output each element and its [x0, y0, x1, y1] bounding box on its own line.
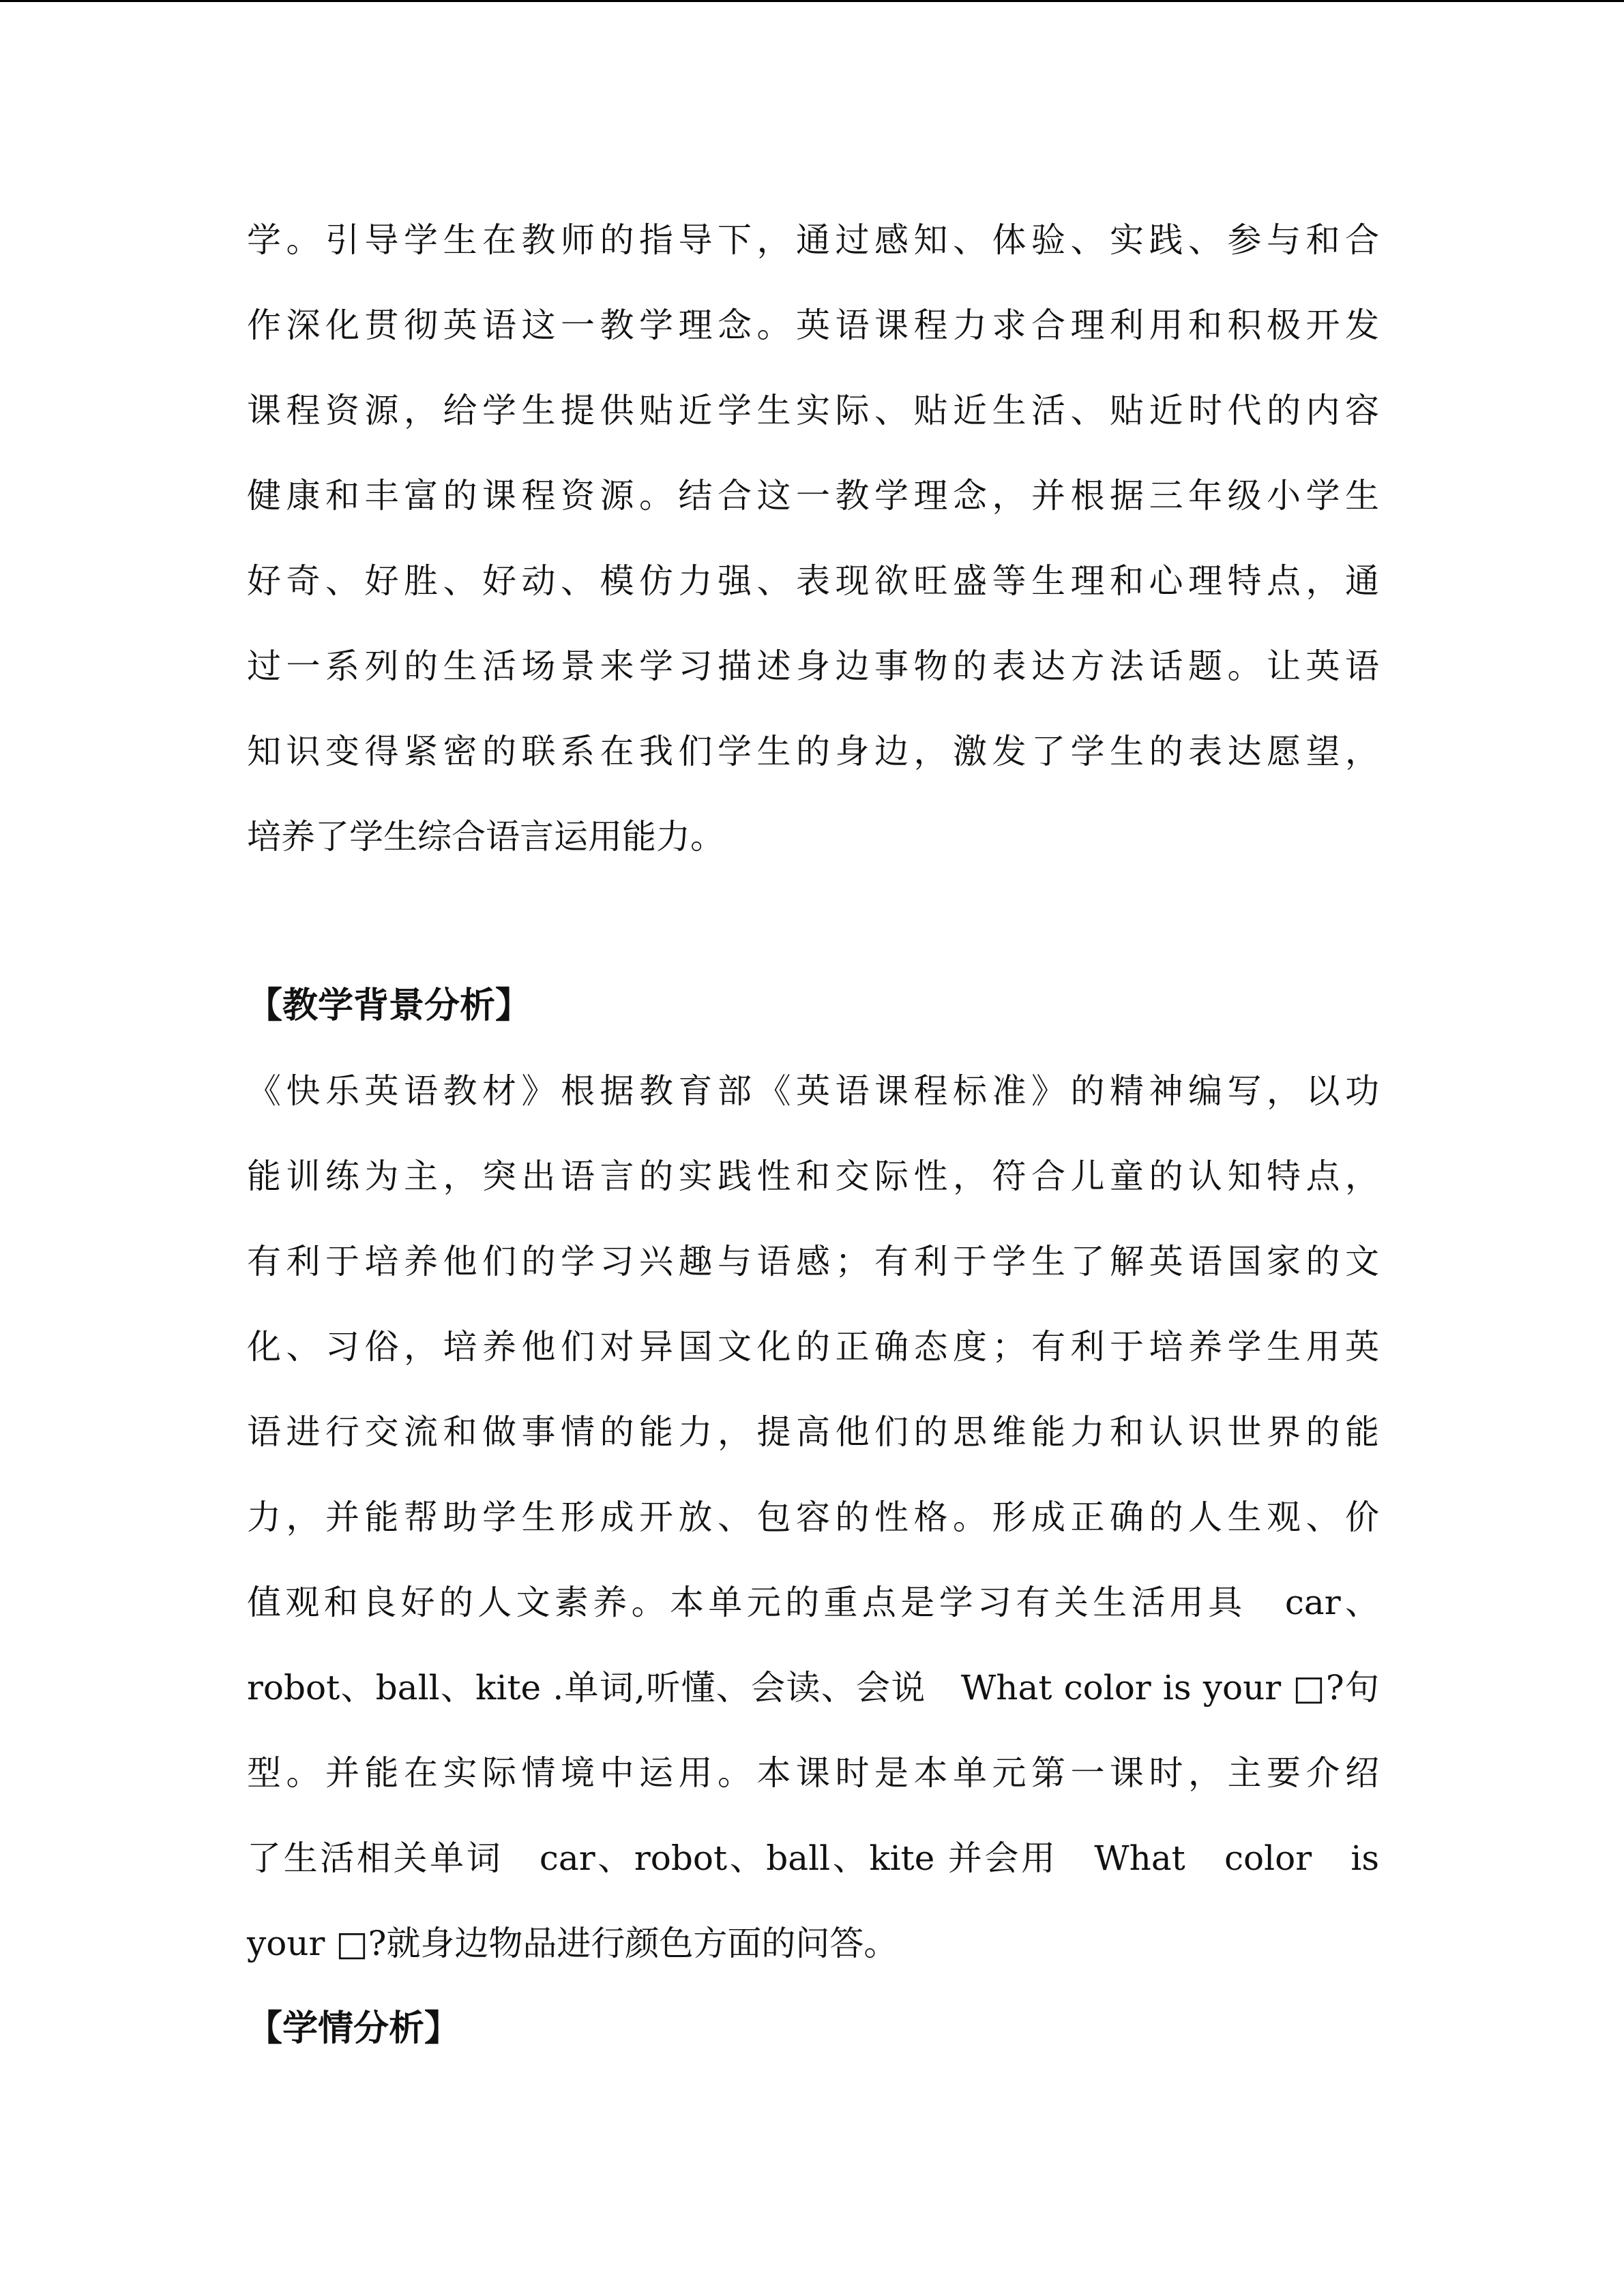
paragraph-1-line-7: 知识变得紧密的联系在我们学生的身边，激发了学生的表达愿望，: [247, 732, 1379, 771]
paragraph-2-line-3: 有利于培养他们的学习兴趣与语感；有利于学生了解英语国家的文: [247, 1242, 1379, 1281]
paragraph-2-line-10: 了生活相关单词 car、robot、ball、kite 并会用 What color is: [247, 1838, 1379, 1878]
paragraph-2-line-6: 力，并能帮助学生形成开放、包容的性格。形成正确的人生观、价: [247, 1497, 1379, 1537]
paragraph-1-line-2: 作深化贯彻英语这一教学理念。英语课程力求合理利用和积极开发: [247, 305, 1379, 345]
paragraph-2-line-7: 值观和良好的人文素养。本单元的重点是学习有关生活用具 car、: [247, 1583, 1379, 1622]
heading-learning-analysis: 【学情分析】: [247, 2008, 460, 2049]
paragraph-1-line-3: 课程资源，给学生提供贴近学生实际、贴近生活、贴近时代的内容: [247, 391, 1379, 430]
paragraph-1-line-1: 学。引导学生在教师的指导下，通过感知、体验、实践、参与和合: [247, 220, 1379, 260]
paragraph-2-line-4: 化、习俗，培养他们对异国文化的正确态度；有利于培养学生用英: [247, 1327, 1379, 1367]
paragraph-1-line-5: 好奇、好胜、好动、模仿力强、表现欲旺盛等生理和心理特点，通: [247, 561, 1379, 601]
paragraph-2-line-8: robot、ball、kite .单词,听懂、会读、会说 What color is your □?句: [247, 1668, 1379, 1708]
paragraph-1-line-8: 培养了学生综合语言运用能力。: [247, 817, 724, 856]
heading-teaching-background: 【教学背景分析】: [247, 985, 531, 1026]
paragraph-2-line-2: 能训练为主，突出语言的实践性和交际性，符合儿童的认知特点，: [247, 1157, 1379, 1196]
paragraph-1-line-4: 健康和丰富的课程资源。结合这一教学理念，并根据三年级小学生: [247, 476, 1379, 516]
top-border-line: [0, 0, 1624, 2]
paragraph-2-line-5: 语进行交流和做事情的能力，提高他们的思维能力和认识世界的能: [247, 1412, 1379, 1452]
paragraph-2-line-1: 《快乐英语教材》根据教育部《英语课程标准》的精神编写，以功: [247, 1071, 1379, 1111]
paragraph-2-line-9: 型。并能在实际情境中运用。本课时是本单元第一课时，主要介绍: [247, 1753, 1379, 1793]
paragraph-1-line-6: 过一系列的生活场景来学习描述身边事物的表达方法话题。让英语: [247, 646, 1379, 686]
paragraph-2-line-11: your □?就身边物品进行颜色方面的问答。: [247, 1924, 898, 1963]
